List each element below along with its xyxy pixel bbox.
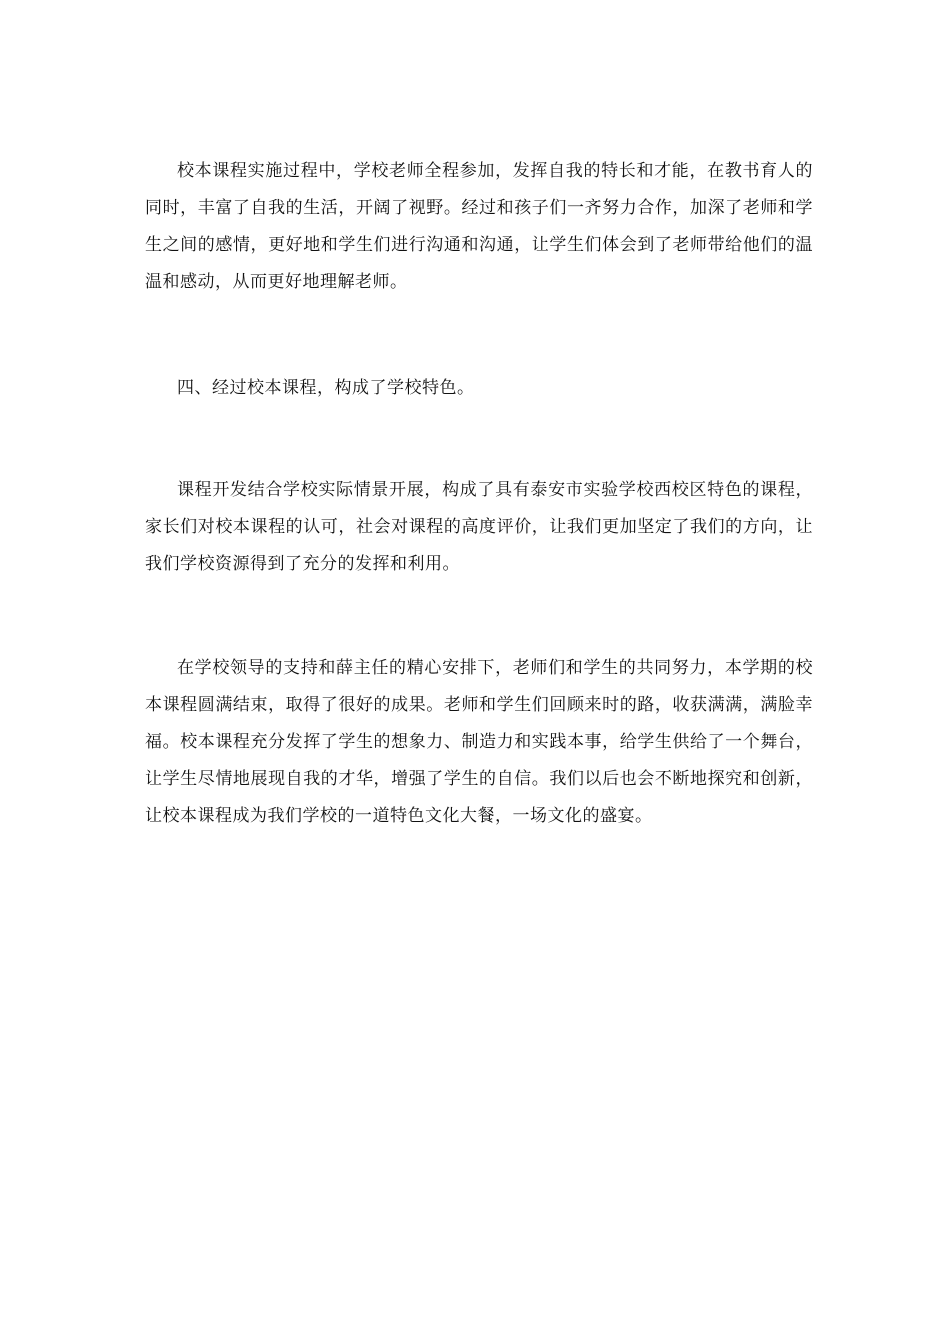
section-heading-school-features: 四、经过校本课程，构成了学校特色。 [177, 378, 475, 398]
paragraph-teacher-participation: 校本课程实施过程中，学校老师全程参加，发挥自我的特长和才能，在教书育人的同时，丰富了自我的生活，开阔了视野。经过和孩子们一齐努力合作，加深了老师和学生之间的感情，更好地和学生们进行沟通和沟通，让学生们体会到了老师带给他们的温温和感动，从而更好地理解老师。 [145, 161, 813, 292]
paragraph-conclusion: 在学校领导的支持和薛主任的精心安排下，老师们和学生的共同努力，本学期的校本课程圆满结束，取得了很好的成果。老师和学生们回顾来时的路，收获满满，满脸幸福。校本课程充分发挥了学生的想象力、制造力和实践本事，给学生供给了一个舞台，让学生尽情地展现自我的才华，增强了学生的自信。我们以后也会不断地探究和创新，让校本课程成为我们学校的一道特色文化大餐，一场文化的盛宴。 [145, 658, 813, 826]
paragraph-curriculum-development: 课程开发结合学校实际情景开展，构成了具有泰安市实验学校西校区特色的课程，家长们对校本课程的认可，社会对课程的高度评价，让我们更加坚定了我们的方向，让我们学校资源得到了充分的发挥和利用。 [145, 480, 813, 574]
